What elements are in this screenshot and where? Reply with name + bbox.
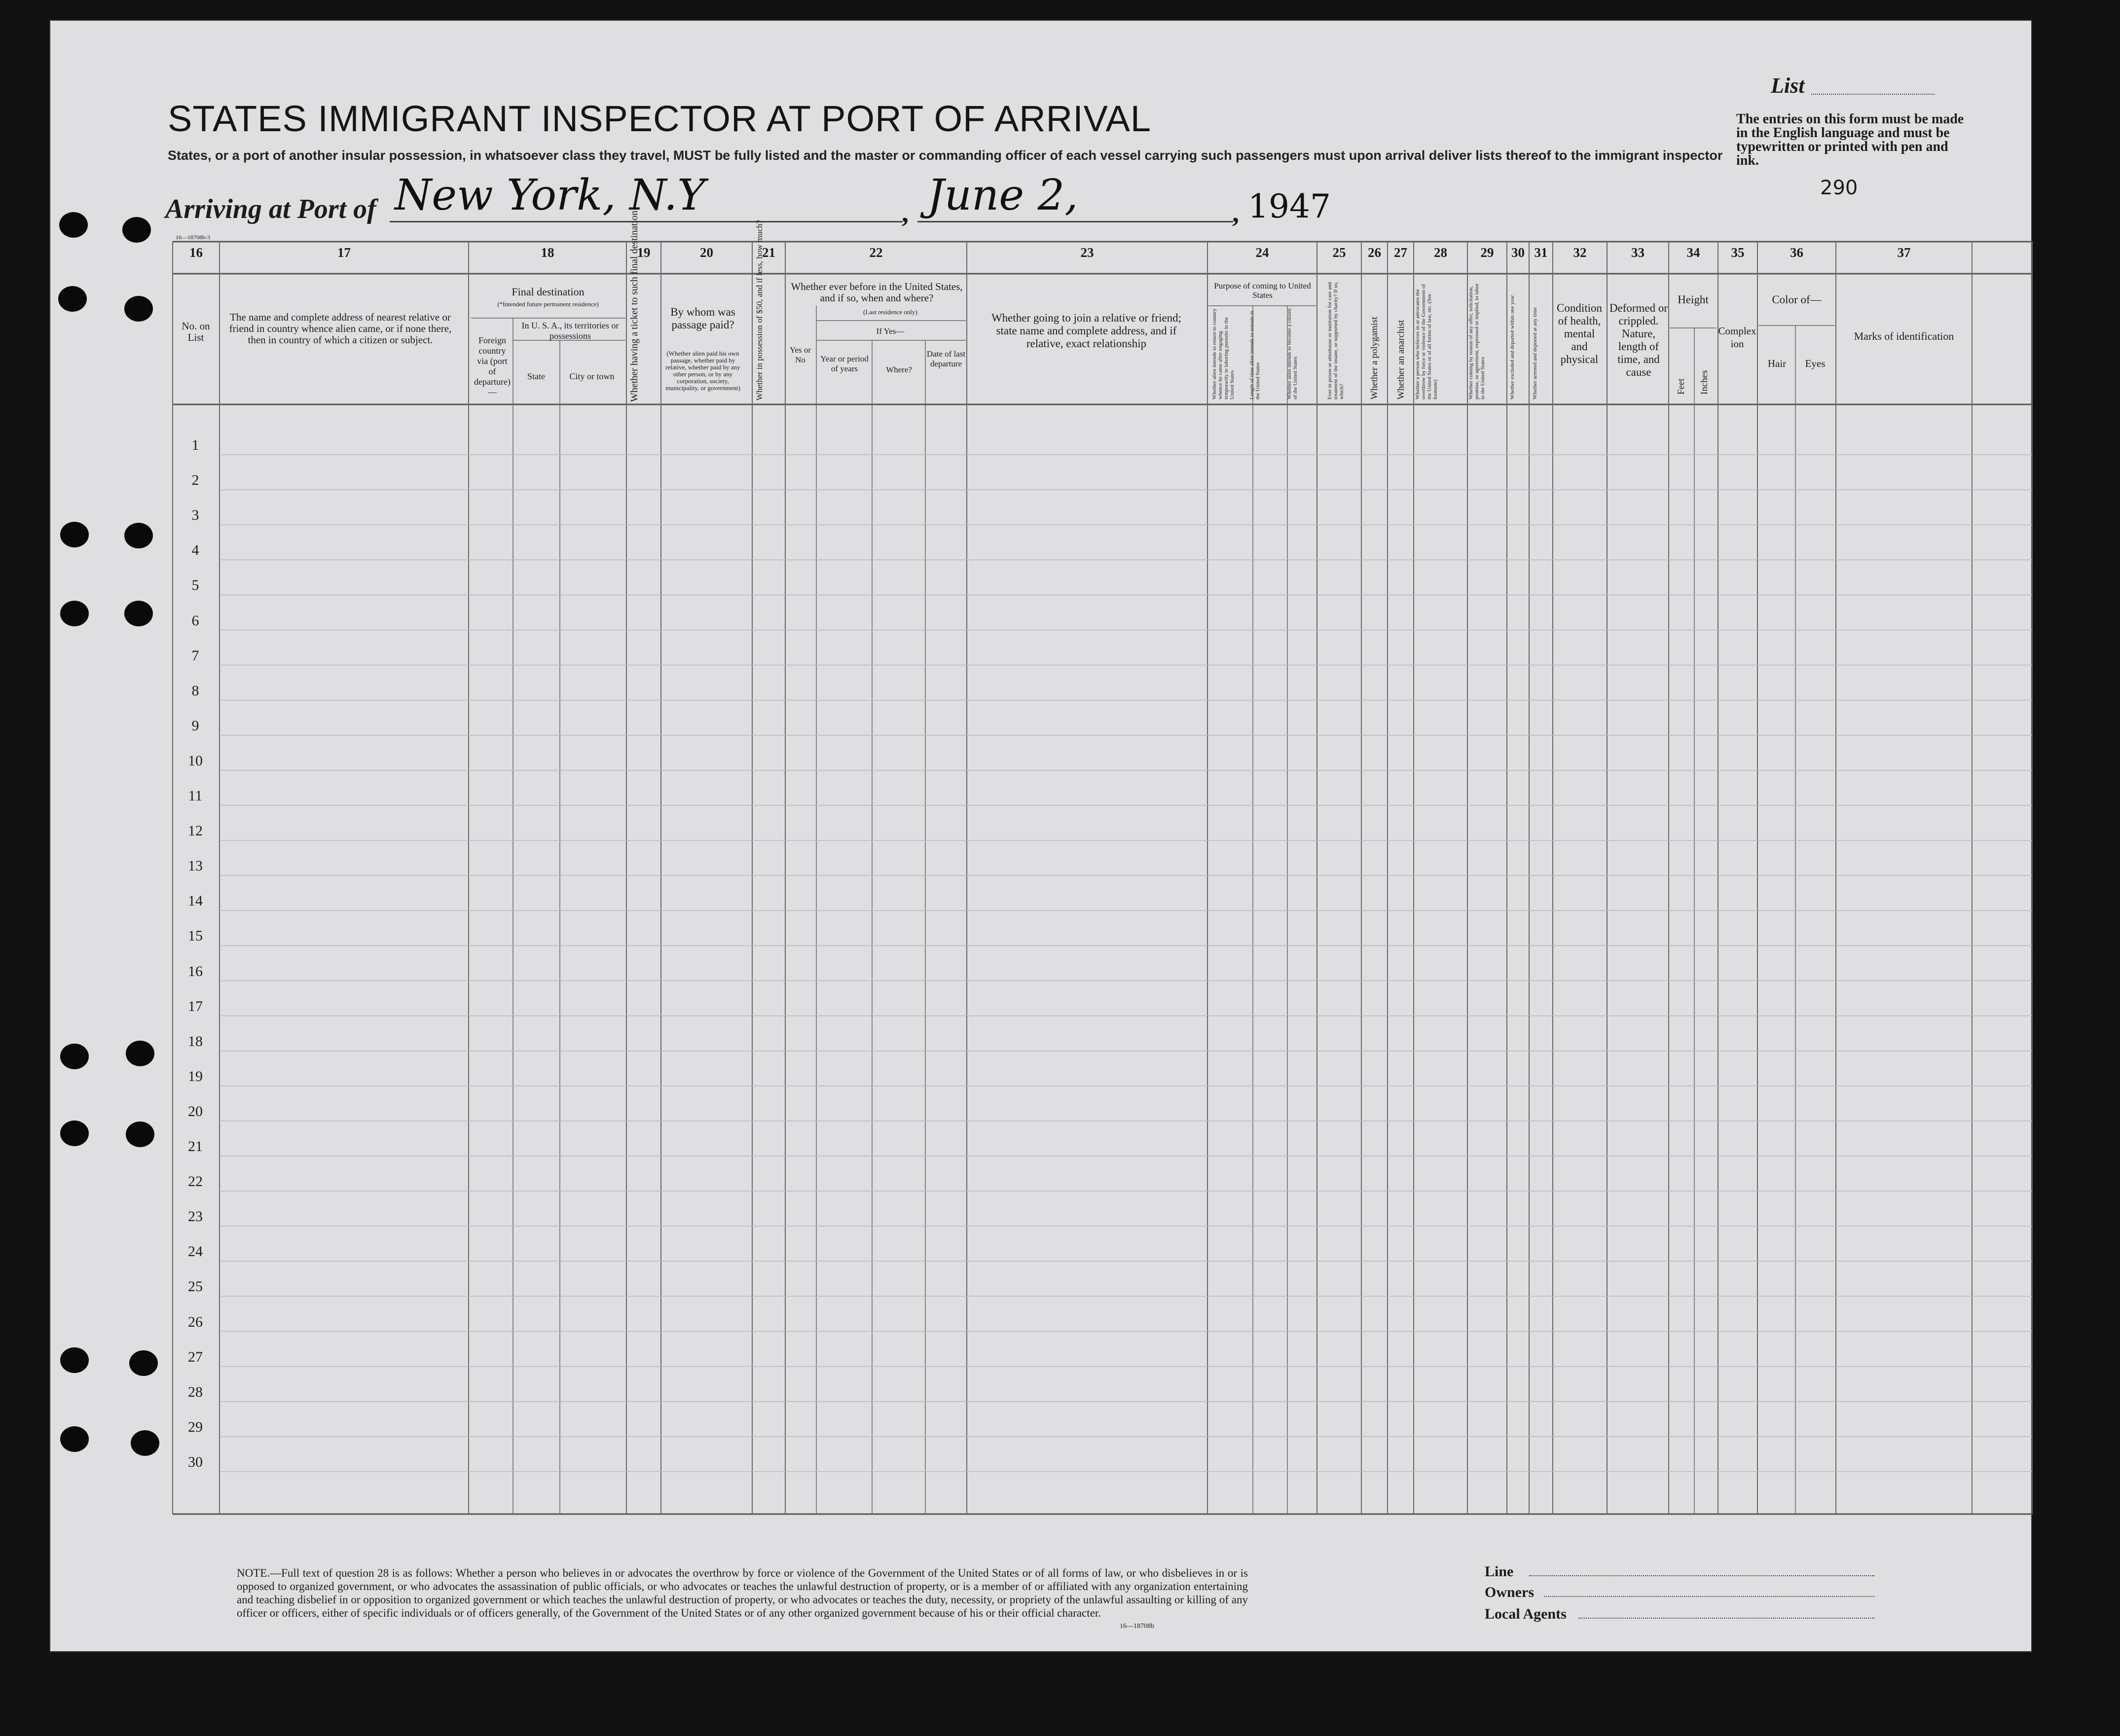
column-number: 22	[869, 245, 883, 260]
col28-header: Whether a person who believes in or advocates the overthrow by force or violence of the Government of the United States or of all forms of law, etc. (See footnote)	[1415, 284, 1438, 399]
row-number: 6	[191, 612, 199, 629]
column-number: 27	[1394, 245, 1407, 260]
col30-header: Whether excluded and deported within one year	[1509, 295, 1515, 399]
row-number: 26	[188, 1313, 203, 1330]
owners-signature-line	[1544, 1596, 1874, 1597]
row-number: 22	[188, 1173, 203, 1190]
row-number: 10	[188, 752, 203, 769]
form-code: 16—18708b-3	[176, 234, 210, 241]
column-number: 20	[700, 245, 713, 260]
col18-state: State	[527, 371, 545, 381]
form-subtitle: States, or a port of another insular possession, in whatsoever class they travel, MUST be fully listed and the master or commanding officer of each vessel carrying such passengers must upon arrival deliver lists thereof to the immigrant inspector	[168, 148, 1723, 163]
column-number: 28	[1434, 245, 1447, 260]
col18-foreign: Foreign country via (port of departure)—	[474, 335, 511, 397]
column-number: 37	[1897, 245, 1911, 260]
col34-header: Height	[1678, 293, 1709, 306]
instructions-note: The entries on this form must be made in the English language and must be typewritten or printed with pen and ink.	[1736, 111, 1964, 168]
row-number: 17	[188, 998, 203, 1014]
column-number: 25	[1332, 245, 1346, 260]
row-number: 25	[188, 1278, 203, 1295]
col16-header: No. on List	[182, 320, 210, 343]
row-number: 29	[188, 1418, 203, 1435]
comma-separator: ,	[1232, 198, 1239, 228]
row-number: 24	[188, 1243, 203, 1260]
col22-years: Year or period of years	[820, 354, 869, 373]
col18-usa: In U. S. A., its territories or possessions	[521, 321, 619, 341]
col25-header: Ever in prison or almshouse or institution for care and treatment of the insane, or supported by charity? If so, which?	[1327, 282, 1345, 399]
local-agents-label: Local Agents	[1485, 1606, 1567, 1622]
row-number: 23	[188, 1208, 203, 1225]
col34-inches: Inches	[1699, 370, 1710, 395]
row-number: 8	[191, 682, 199, 699]
row-number: 16	[188, 963, 203, 979]
line-signature-line	[1529, 1575, 1874, 1576]
col24-c: Whether alien intends to become a citizen of the United States	[1286, 308, 1298, 399]
column-number: 35	[1731, 245, 1745, 260]
form-title: STATES IMMIGRANT INSPECTOR AT PORT OF ARRIVAL	[168, 98, 1152, 139]
col31-header: Whether arrested and deported at any time	[1532, 307, 1538, 399]
col34-feet: Feet	[1676, 378, 1686, 395]
owners-label: Owners	[1485, 1584, 1534, 1600]
col21-header: Whether in possession of $50, and if less, how much?	[755, 220, 764, 400]
col27-header: Whether an anarchist	[1396, 320, 1406, 399]
column-number: 33	[1631, 245, 1645, 260]
row-number: 9	[191, 717, 199, 734]
col18-subheader: (*Intended future permanent residence)	[497, 300, 599, 308]
row-number: 7	[191, 647, 199, 664]
row-number: 1	[191, 437, 199, 453]
col18-header: Final destination	[512, 286, 585, 298]
column-number: 21	[762, 245, 775, 260]
column-number: 17	[337, 245, 351, 260]
column-number: 24	[1255, 245, 1269, 260]
col29-header: Whether coming by reason of any offer, solicitation, promise, or agreement, expressed or implied, to labor in the United States	[1468, 283, 1486, 399]
column-number: 31	[1534, 245, 1548, 260]
port-handwritten: New York, N.Y	[395, 171, 705, 220]
row-number: 27	[188, 1348, 203, 1365]
col24-header: Purpose of coming to United States	[1214, 281, 1311, 300]
row-number: 15	[188, 928, 203, 944]
col35-header: Complexion	[1718, 325, 1756, 350]
row-number: 3	[191, 507, 199, 524]
col33-header: Deformed or crippled. Nature, length of time, and cause	[1609, 302, 1668, 378]
col22-where: Where?	[886, 365, 912, 374]
list-label: List	[1771, 73, 1805, 98]
row-number: 28	[188, 1383, 203, 1400]
row-number: 5	[191, 577, 199, 594]
col20-subheader: (Whether alien paid his own passage, whether paid by relative, whether paid by any other person, or by any corporation, society, municipality, or government)	[665, 350, 740, 392]
col24-a: Whether alien intends to return to country whence he came after engaging temporarily in laboring pursuits in the United States	[1211, 308, 1235, 399]
col22-yesno: Yes or No	[789, 345, 811, 364]
column-number: 30	[1511, 245, 1525, 260]
col36-hair: Hair	[1767, 358, 1787, 369]
column-number: 18	[541, 245, 554, 260]
form-ref: 16—18708b	[1120, 1623, 1154, 1630]
col36-header: Color of—	[1772, 293, 1822, 306]
row-number: 13	[188, 858, 203, 874]
col32-header: Condition of health, mental and physical	[1556, 302, 1602, 365]
row-number: 2	[191, 472, 199, 489]
row-number: 21	[188, 1138, 203, 1155]
question-28-note: NOTE.—Full text of question 28 is as follows: Whether a person who believes in or advocates the overthrow by force or violence of the Government of the United States or of all forms of law, or who disbelieves in or is opposed to organized government, or who advocates the assassination of public officials, or who advocates or teaches the unlawful destruction of property, or is a member of or affiliated with any organization entertaining and teaching disbelief in or opposition to organized government or which teaches the unlawful destruction of property, or who advocates or teaches the duty, necessity, or propriety of the unlawful assaulting or killing of any officer or officers, either of specific individuals or of officers generally, of the Government of the United States or of any other organized government because of his or their official character.	[237, 1567, 1248, 1619]
col20-header: By whom was passage paid?	[670, 306, 735, 331]
column-number: 23	[1080, 245, 1094, 260]
column-number: 34	[1686, 245, 1700, 260]
date-handwritten: June 2,	[927, 171, 1078, 220]
col26-header: Whether a polygamist	[1369, 317, 1380, 399]
column-number: 29	[1480, 245, 1494, 260]
column-number: 32	[1573, 245, 1587, 260]
column-number: 16	[189, 245, 203, 260]
col37-header: Marks of identification	[1854, 330, 1954, 342]
year-handwritten: 1947	[1248, 187, 1331, 225]
col22-header: Whether ever before in the United States, and if so, when and where?	[791, 281, 963, 304]
column-number: 19	[637, 245, 651, 260]
row-number: 14	[188, 893, 203, 909]
col22-subheader: (Last residence only)	[863, 308, 917, 316]
agents-signature-line	[1578, 1618, 1874, 1619]
line-label: Line	[1485, 1563, 1514, 1580]
col36-eyes: Eyes	[1805, 358, 1826, 369]
row-number: 4	[191, 542, 199, 559]
row-number: 30	[188, 1453, 203, 1470]
comma-separator: ,	[902, 198, 909, 228]
row-number: 19	[188, 1068, 203, 1085]
row-number: 11	[188, 788, 203, 804]
arriving-at-port-label: Arriving at Port of	[165, 194, 376, 224]
col19-header: Whether having a ticket to such final destination	[629, 210, 640, 402]
list-number-stamp: 290	[1820, 177, 1858, 199]
col22-date: Date of last departure	[926, 349, 966, 368]
column-number: 26	[1368, 245, 1381, 260]
column-number: 36	[1790, 245, 1803, 260]
col22-ifyes: If Yes—	[876, 326, 905, 336]
col23-header: Whether going to join a relative or friend; state name and complete address, and if relative, exact relationship	[991, 312, 1182, 350]
col17-header: The name and complete address of nearest relative or friend in country whence alien came, or if none there, then in country of which a citizen or subject.	[229, 311, 452, 346]
row-number: 18	[188, 1033, 203, 1049]
col18-city: City or town	[569, 371, 615, 381]
row-number: 20	[188, 1103, 203, 1120]
row-number: 12	[188, 823, 203, 839]
col24-b: Length of time alien intends to remain in the United States	[1249, 311, 1261, 399]
